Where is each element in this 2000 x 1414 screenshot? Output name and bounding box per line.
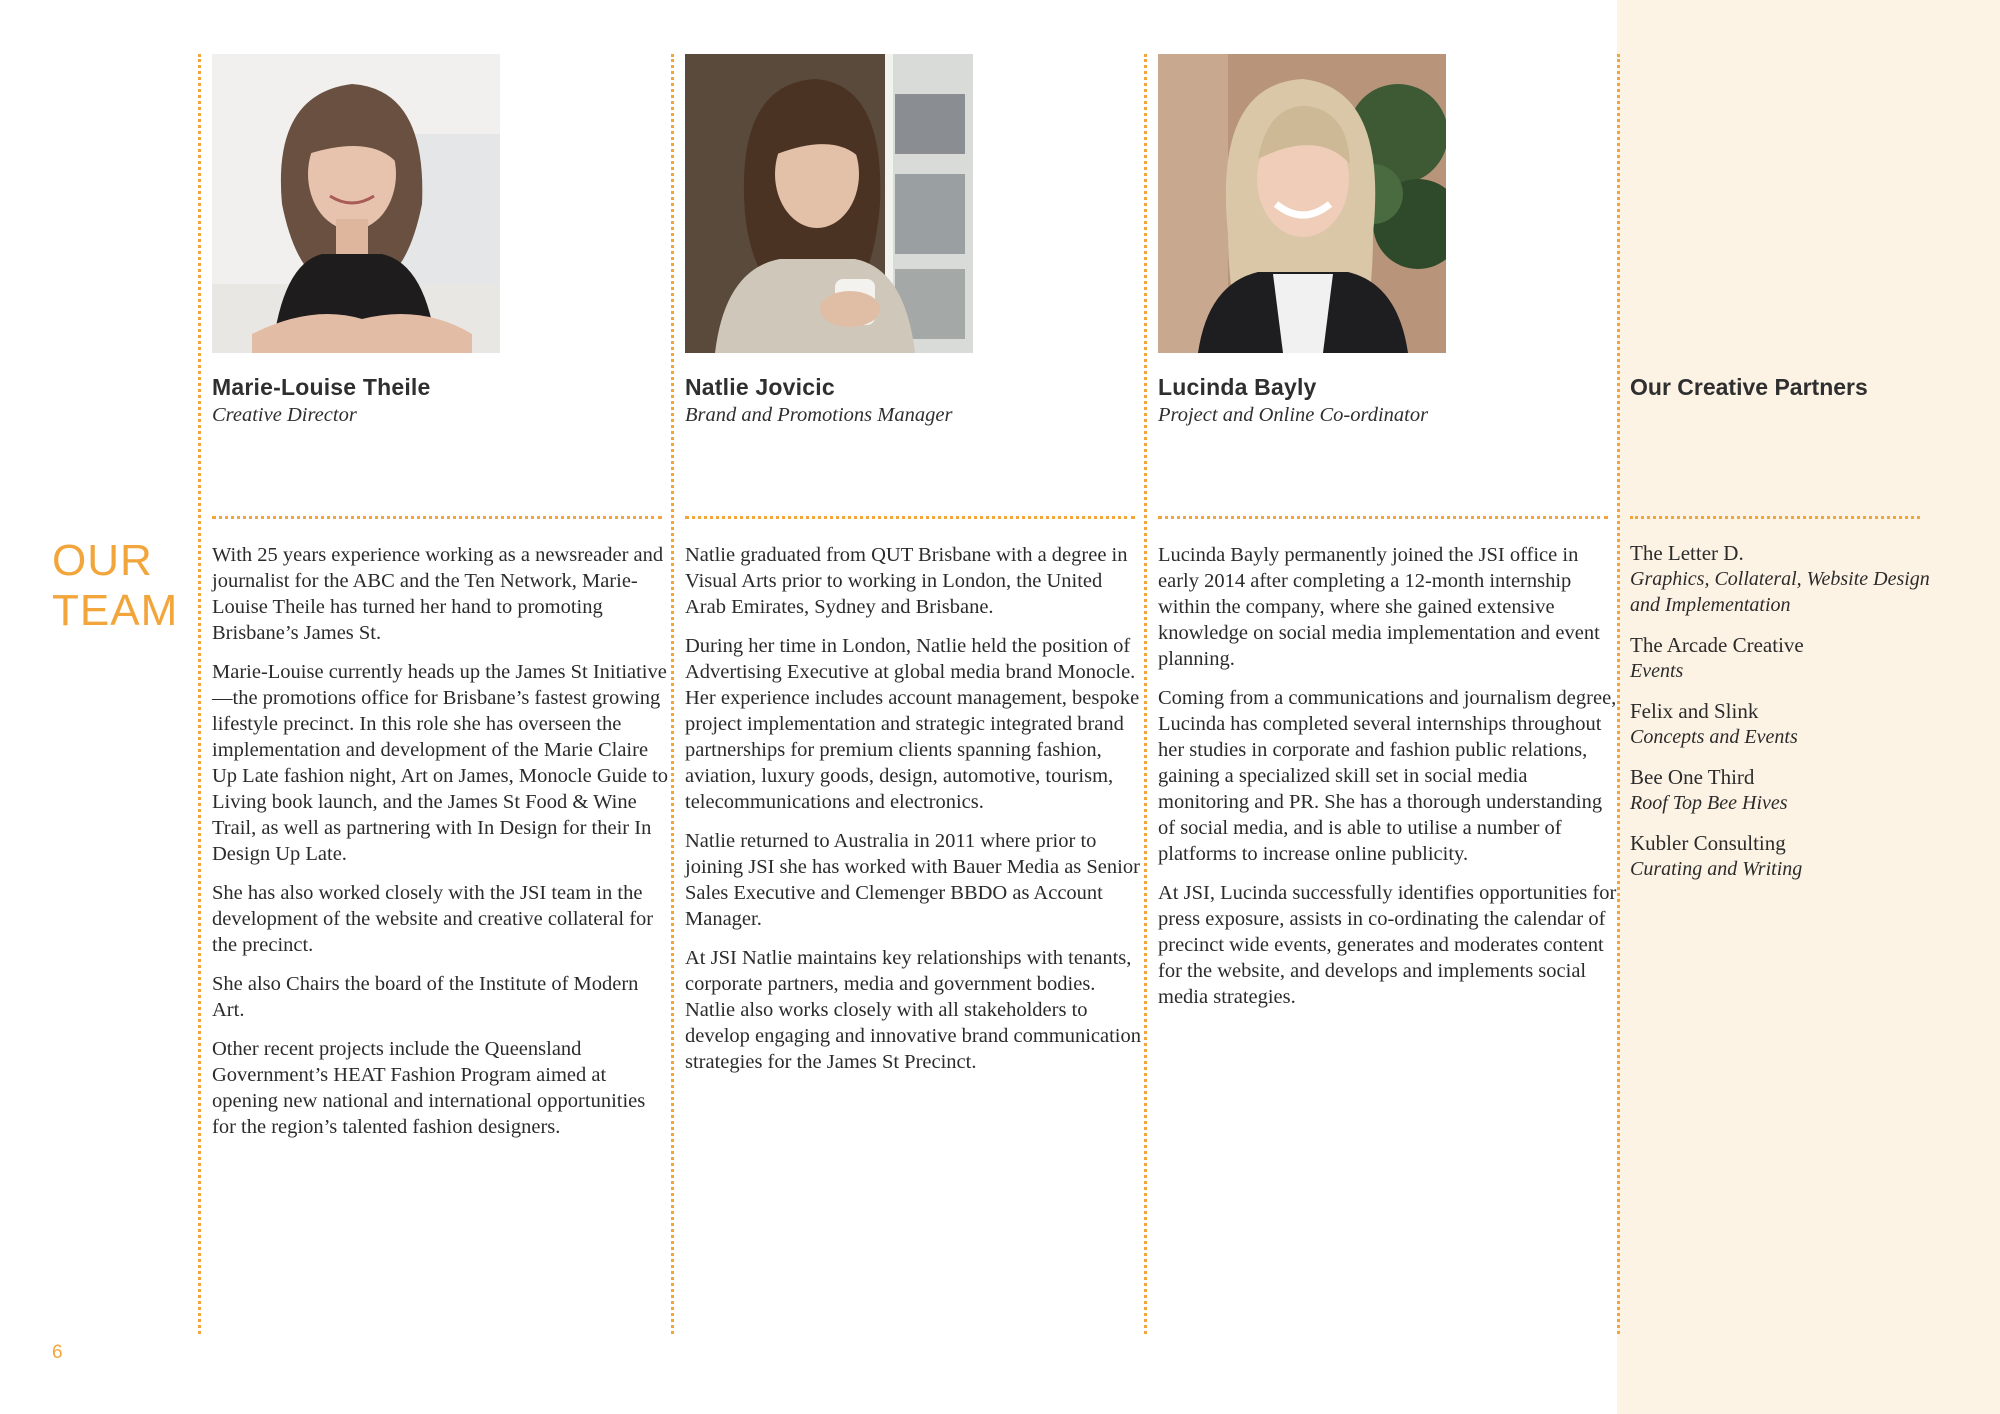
partner-name: Bee One Third [1630,765,1755,789]
member-role: Project and Online Co-ordinator [1158,404,1429,426]
team-photo-lucinda [1158,54,1446,353]
partner-name: The Arcade Creative [1630,633,1804,657]
team-photo-marie-louise [212,54,500,353]
partner-name: Kubler Consulting [1630,831,1786,855]
partner-item [1630,698,1960,750]
bio-paragraph: She has also worked closely with the JSI team in the development of the website and creative collateral for the precinct. [212,882,654,956]
portrait-photo-icon [685,54,973,353]
partner-item [1630,540,1960,618]
page-title [52,536,178,636]
partners-list [1630,540,1960,896]
member-bio [212,542,674,1153]
portrait-photo-icon [1158,54,1446,353]
member-name: Marie-Louise Theile [212,374,431,400]
bio-paragraph: At JSI, Lucinda successfully identifies opportunities for press exposure, assists in co-ordinating the calendar of precinct wide events, generates and moderates content for the website, and develops and implements social media strategies. [1158,882,1617,1008]
section-rule [1158,516,1608,519]
section-rule [1630,516,1920,519]
section-rule [685,516,1135,519]
team-photo-natlie [685,54,973,353]
bio-paragraph: Natlie graduated from QUT Brisbane with a degree in Visual Arts prior to working in London, the United Arab Emirates, Sydney and Brisbane. [685,544,1128,618]
bio-paragraph: Marie-Louise currently heads up the James St Initiative—the promotions office for Brisbane’s fastest growing lifestyle precinct. In this role she has overseen the implementation and development of the Marie Claire Up Late fashion night, Art on James, Monocle Guide to Living book launch, and the James St Food & Wine Trail, as well as partnering with In Design for their In Design Up Late. [212,661,669,865]
partner-description: Events [1630,660,1684,682]
member-role: Creative Director [212,404,357,426]
member-bio [685,542,1147,1088]
partner-description: Curating and Writing [1630,858,1803,880]
member-bio [1158,542,1620,1023]
bio-paragraph: Lucinda Bayly permanently joined the JSI office in early 2014 after completing a 12-month internship within the company, where she gained extensive knowledge on social media implementation and event planning. [1158,544,1600,670]
partner-name: The Letter D. [1630,541,1744,565]
bio-paragraph: During her time in London, Natlie held the position of Advertising Executive at global media brand Monocle. Her experience includes account management, bespoke project implementation and strategic integrated brand partnerships for premium clients spanning fashion, aviation, luxury goods, design, automotive, tourism, telecommunications and electronics. [685,635,1140,813]
bio-paragraph: She also Chairs the board of the Institute of Modern Art. [212,973,639,1021]
partner-description: Graphics, Collateral, Website Design and Implementation [1630,568,1930,616]
partner-item [1630,764,1960,816]
bio-paragraph: With 25 years experience working as a newsreader and journalist for the ABC and the Ten Network, Marie-Louise Theile has turned her hand to promoting Brisbane’s James St. [212,544,664,644]
bio-paragraph: Coming from a communications and journalism degree, Lucinda has completed several internships throughout her studies in corporate and fashion public relations, gaining a specialized skill set in social media monitoring and PR. She has a thorough understanding of social media, and is able to utilise a number of platforms to increase online publicity. [1158,687,1617,865]
title-line: TEAM [52,586,179,635]
bio-paragraph: Natlie returned to Australia in 2011 where prior to joining JSI she has worked with Bauer Media as Senior Sales Executive and Clemenger BBDO as Account Manager. [685,830,1140,930]
partner-name: Felix and Slink [1630,699,1759,723]
partners-heading: Our Creative Partners [1630,374,1868,400]
column-divider [198,54,201,1334]
partner-item [1630,830,1960,882]
partner-description: Concepts and Events [1630,726,1798,748]
partner-description: Roof Top Bee Hives [1630,792,1788,814]
title-line: OUR [52,536,153,585]
member-name: Natlie Jovicic [685,374,835,400]
member-name: Lucinda Bayly [1158,374,1317,400]
portrait-photo-icon [212,54,500,353]
member-role: Brand and Promotions Manager [685,404,953,426]
bio-paragraph: Other recent projects include the Queensland Government’s HEAT Fashion Program aimed at opening new national and international opportunities for the region’s talented fashion designers. [212,1038,646,1138]
partner-item [1630,632,1960,684]
section-rule [212,516,662,519]
bio-paragraph: At JSI Natlie maintains key relationships with tenants, corporate partners, media and government bodies. Natlie also works closely with all stakeholders to develop engaging and innovative brand communication strategies for the James St Precinct. [685,947,1141,1073]
page-number: 6 [52,1342,63,1363]
